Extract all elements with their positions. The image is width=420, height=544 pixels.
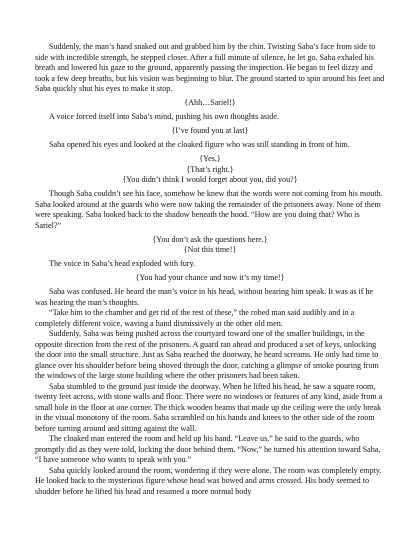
paragraph: The cloaked man entered the room and held up his hand. “Leave us,” he said to the guards, who promptly did as they were told, locking the door behind them. “Now,” he turned his attention toward Saba, “I have someone who wants to speak with you.” (35, 434, 381, 464)
paragraph: Though Saba couldn’t see his face, somehow he knew that the words were not coming from his mouth. Saba looked around at the guards who were now taking the remainder of the prisoners away. None of them were speaking. Saba looked back to the shadow beneath the hood. “How are you doing that? Who is Sariel?” (35, 189, 383, 230)
telepathic-speech (35, 126, 385, 137)
paragraph: Saba was confused. He heard the man’s voice in his head, without hearing him speak. It was as if he was hearing the man’s thoughts. (35, 287, 374, 307)
paragraph: Saba stumbled to the ground just inside the doorway. When he lifted his head, he saw a square room, twenty feet across, with stone walls and floor. There were no windows or features of any kind, aside from a small hole in the floor at one corner. The thick wooden beams that made up the ceiling were the only break in the visual monotony of the room. Saba scrambled on his hands and knees to the other side of the room before turning around and sitting against the wall. (35, 381, 383, 433)
telepathic-line: {Not this time!} (183, 245, 237, 254)
telepathic-speech (35, 154, 385, 186)
paragraph: A voice forced itself into Saba’s mind, pushing his own thoughts aside. (49, 112, 279, 121)
paragraph: Suddenly, the man’s hand snaked out and grabbed him by the chin. Twisting Saba’s face from side to side with incredible strength, he stepped closer. After a full minute of silence, he let go. Saba exhaled his breath and lowered his gaze to the ground, apparently passing the inspection. He began to feel dizzy and took a few deep breaths, but his vision was beginning to blur. The ground started to spin around his feet and Saba quickly shut his eyes to make it stop. (35, 42, 385, 93)
telepathic-line: {You had your chance and now it’s my time!} (135, 273, 285, 282)
document-body (35, 42, 385, 497)
telepathic-line: {That’s right.} (186, 164, 234, 174)
paragraph: Saba opened his eyes and looked at the cloaked figure who was still standing in front of him. (49, 140, 350, 149)
telepathic-line: {Ahh…Sariel!} (184, 98, 236, 107)
telepathic-line: {I’ve found you at last} (171, 126, 249, 135)
paragraph: Suddenly, Saba was being pushed across the courtyard toward one of the smaller buildings, in the opposite direction from the rest of the prisoners. A guard ran ahead and produced a set of keys, unlocking the door into the small structure. Just as Saba reached the doorway, he heard screams. He only had time to glance over his shoulder before being shoved through the door, catching a glimpse of smoke pouring from the windows of the large stone building where the other prisoners had been taken. (35, 329, 379, 380)
telepathic-speech (35, 273, 385, 284)
paragraph: Saba quickly looked around the room, wondering if they were alone. The room was completely empty. He looked back to the mysterious figure whose head was bowed and arms crossed. His body seemed to shudder before he lifted his head and resumed a more normal body (35, 465, 382, 496)
paragraph: The voice in Saba’s head exploded with fury. (49, 259, 196, 268)
telepathic-line: {You don’t ask the questions here.} (152, 234, 268, 244)
telepathic-line: {Yes,} (199, 154, 221, 163)
paragraph: “Take him to the chamber and get rid of the rest of these,” the robed man said audibly and in a completely different voice, waving a hand dismissively at the other old men. (35, 308, 355, 328)
telepathic-speech (35, 98, 385, 109)
telepathic-line: {You didn’t think I would forget about you, did you?} (122, 175, 298, 184)
telepathic-speech (35, 235, 385, 256)
